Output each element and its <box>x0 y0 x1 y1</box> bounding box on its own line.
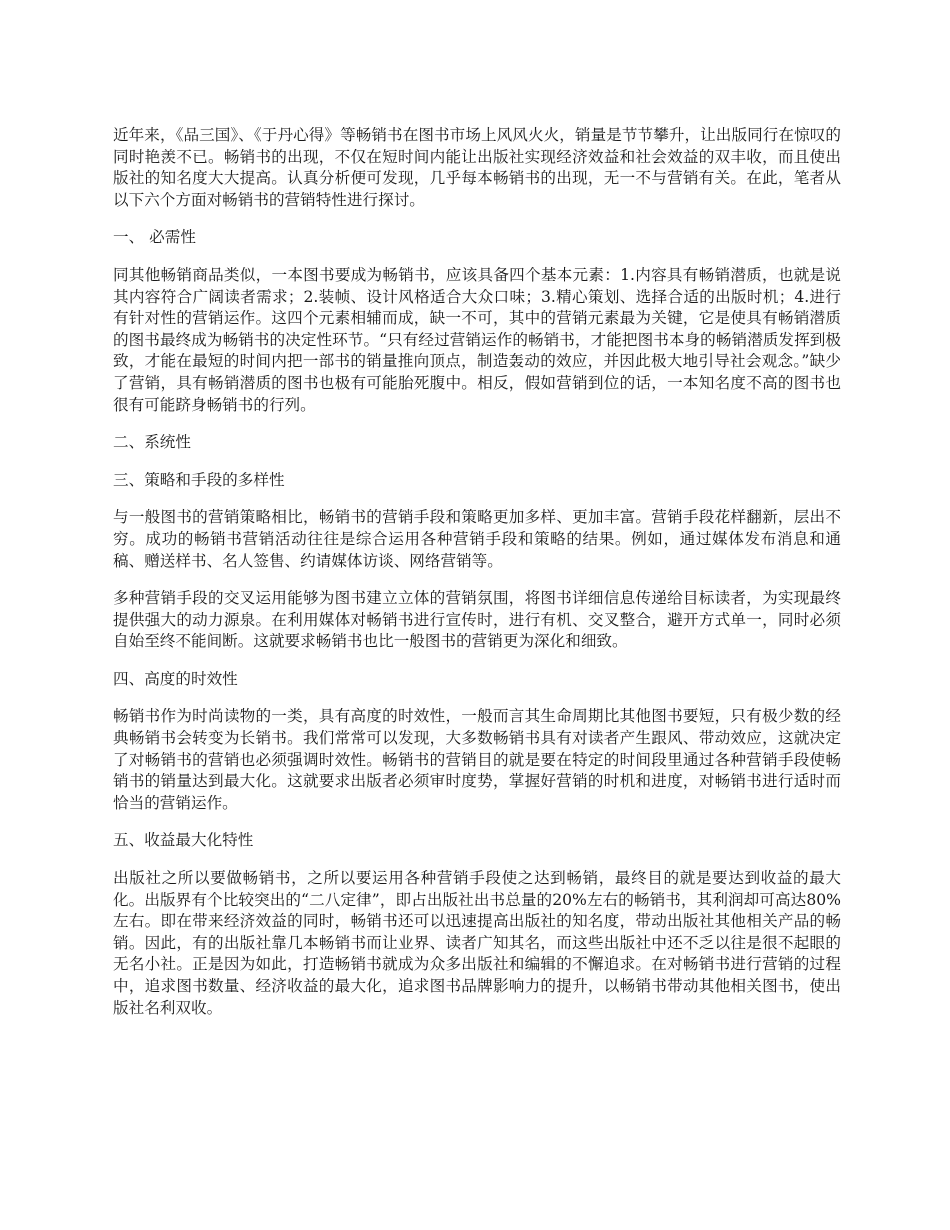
section-paragraph-necessity: 同其他畅销商品类似，一本图书要成为畅销书，应该具备四个基本元素：1.内容具有畅销潜质，也就是说其内容符合广阔读者需求；2.装帧、设计风格适合大众口味；3.精心策划、选择合适的出版时机；4.进行有针对性的营销运作。这四个元素相辅而成，缺一不可，其中的营销元素最为关键，它是使具有畅销潜质的图书最终成为畅销书的决定性环节。“只有经过营销运作的畅销书，才能把图书本身的畅销潜质发挥到极致，才能在最短的时间内把一部书的销量推向顶点，制造轰动的效应，并因此极大地引导社会观念。”缺少了营销，具有畅销潜质的图书也极有可能胎死腹中。相反，假如营销到位的话，一本知名度不高的图书也很有可能跻身畅销书的行列。 <box>113 265 841 414</box>
section-paragraph-diversity-1: 与一般图书的营销策略相比，畅销书的营销手段和策略更加多样、更加丰富。营销手段花样翻新，层出不穷。成功的畅销书营销活动往往是综合运用各种营销手段和策略的结果。例如，通过媒体发布消息和通稿、赠送样书、名人签售、约请媒体访谈、网络营销等。 <box>113 508 841 570</box>
section-paragraph-profit: 出版社之所以要做畅销书，之所以要运用各种营销手段使之达到畅销，最终目的就是要达到收益的最大化。出版界有个比较突出的“二八定律”，即占出版社出书总量的20%左右的畅销书，其利润却可高达80%左右。即在带来经济效益的同时，畅销书还可以迅速提高出版社的知名度，带动出版社其他相关产品的畅销。因此，有的出版社靠几本畅销书而让业界、读者广知其名，而这些出版社中还不乏以往是很不起眼的无名小社。正是因为如此，打造畅销书就成为众多出版社和编辑的不懈追求。在对畅销书进行营销的过程中，追求图书数量、经济收益的最大化，追求图书品牌影响力的提升，以畅销书带动其他相关图书，使出版社名利双收。 <box>113 869 841 1017</box>
section-heading-necessity: 一、 必需性 <box>113 228 196 247</box>
section-heading-profit: 五、收益最大化特性 <box>113 831 254 850</box>
intro-paragraph: 近年来，《品三国》、《于丹心得》等畅销书在图书市场上风风火火，销量是节节攀升，让出版同行在惊叹的同时艳羡不已。畅销书的出现，不仅在短时间内能让出版社实现经济效益和社会效益的双丰收，而且使出版社的知名度大大提高。认真分析便可发现，几乎每本畅销书的出现，无一不与营销有关。在此，笔者从以下六个方面对畅销书的营销特性进行探讨。 <box>113 126 841 209</box>
section-paragraph-timeliness: 畅销书作为时尚读物的一类，具有高度的时效性，一般而言其生命周期比其他图书要短，只有极少数的经典畅销书会转变为长销书。我们常常可以发现，大多数畅销书具有对读者产生跟风、带动效应，这就决定了对畅销书的营销也必须强调时效性。畅销书的营销目的就是要在特定的时间段里通过各种营销手段使畅销书的销量达到最大化。这就要求出版者必须审时度势，掌握好营销的时机和进度，对畅销书进行适时而恰当的营销运作。 <box>113 707 841 812</box>
section-heading-systematic: 二、系统性 <box>113 433 191 452</box>
section-heading-diversity: 三、策略和手段的多样性 <box>113 470 285 489</box>
document-body <box>113 125 841 1035</box>
section-paragraph-diversity-2: 多种营销手段的交叉运用能够为图书建立立体的营销氛围，将图书详细信息传递给目标读者，为实现最终提供强大的动力源泉。在利用媒体对畅销书进行宣传时，进行有机、交叉整合，避开方式单一，同时必须自始至终不能间断。这就要求畅销书也比一般图书的营销更为深化和细致。 <box>113 589 841 651</box>
section-heading-timeliness: 四、高度的时效性 <box>113 669 238 688</box>
